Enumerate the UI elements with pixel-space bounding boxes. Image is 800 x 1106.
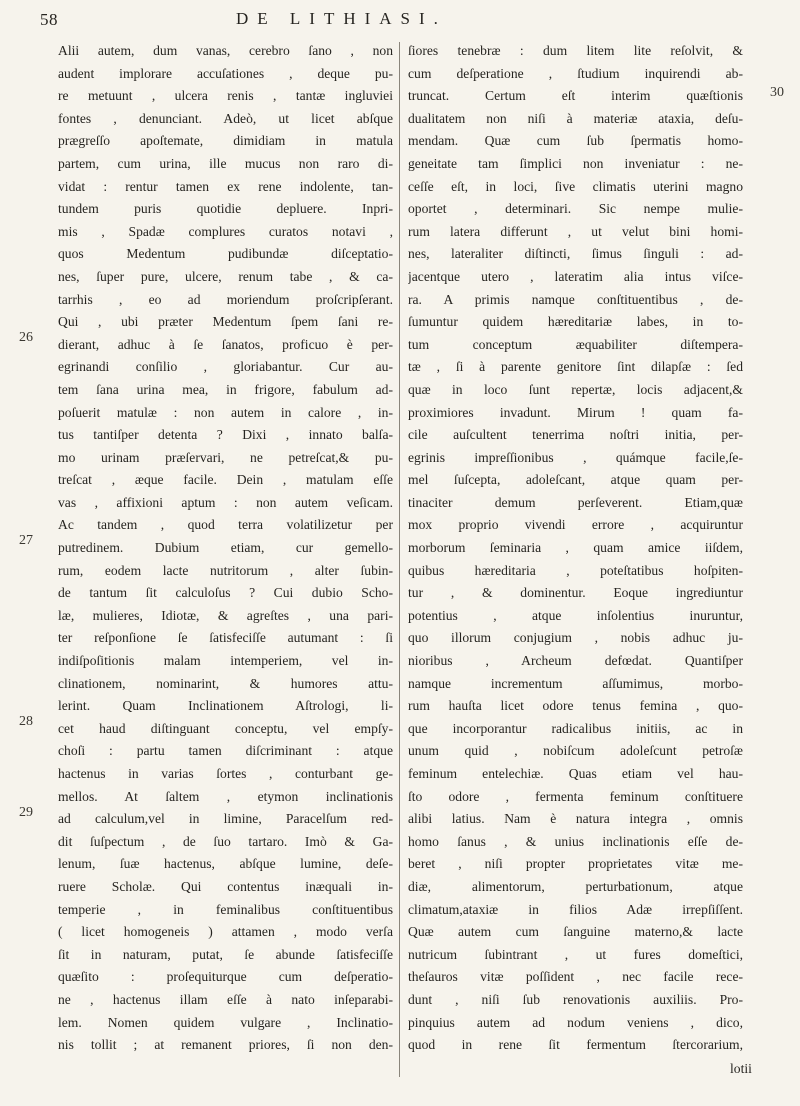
text-line: poſuerit matulæ : non autem in calore , in- [58,404,393,420]
text-line: mis , Spadæ complures curatos notavi , [58,223,393,239]
text-line: dierant, adhuc à ſe ſanatos, proficuo è per- [58,336,393,352]
text-line: oportet , determinari. Sic nempe mulie- [408,201,743,217]
text-line: dunt , niſi ſub renovationis auxiliis. Pro- [408,991,743,1007]
text-line: quibus hæreditaria , poteſtatibus hoſpiten- [408,562,743,578]
text-line: quod in rene ſit fermentum ſtercorarium, [408,1037,743,1053]
text-line: mendam. Quæ cum ſub ſpermatis homo- [408,133,743,149]
text-line: indiſpoſitionis malam intemperiem, vel in- [58,653,393,669]
text-line: ad calculum,vel in limine, Paracelſum red- [58,811,393,827]
margin-number-28: 28 [19,714,33,729]
text-line: nis tollit ; at remanent priores, ſi non den- [58,1037,393,1053]
text-line: mel ſuſcepta, adoleſcant, atque quam per- [408,472,743,488]
text-line: audent implorare accuſationes , deque pu- [58,65,393,81]
text-line: unum quid , nobiſcum adoleſcunt petroſæ [408,743,743,759]
text-line: nioribus , Archeum defœdat. Quantiſper [408,653,743,669]
text-line: nutricum ſubintrant , ut fures domeſtici, [408,946,743,962]
text-line: ſto odore , fermenta feminum conſtituere [408,788,743,804]
text-line: vidat : rentur tamen ex rene indolente, tan- [58,178,393,194]
text-line: diæ, alimentorum, perturbationum, atque [408,878,743,894]
text-line: ra. A primis namque conſtituentibus , de- [408,291,743,307]
text-line: cum deſperatione , ſtudium inquirendi ab- [408,65,743,81]
text-line: rum, eodem lacte nutritorum , alter ſubin- [58,562,393,578]
text-line: theſauros vitæ poſſident , nec facile rece- [408,969,743,985]
text-line: ſumuntur quidem hæreditariæ labes, in to- [408,314,743,330]
text-line: cile auſcultent tenerrima noſtri initia, per- [408,427,743,443]
text-line: tus tantiſper detenta ? Dixi , innato balſa- [58,427,393,443]
text-line: tundem puris quotidie depluere. Inpri- [58,201,393,217]
text-line: tur , & dominentur. Eoque ingrediuntur [408,585,743,601]
text-line: beret , niſi propter proprietates vitæ me- [408,856,743,872]
text-line: quæ in loco ſunt repertæ, locis adjacent,& [408,381,743,397]
text-line: egrinis impreſſionibus , quámque facile,ſe- [408,449,743,465]
text-line: Qui , ubi præter Medentum ſpem ſani re- [58,314,393,330]
text-line: pinquius autem ad nodum veniens , dico, [408,1014,743,1030]
text-line: alibi latius. Nam è natura integra , omnis [408,811,743,827]
text-line: namque incrementum aſſumimus, morbo- [408,675,743,691]
text-line: lem. Nomen quidem vulgare , Inclinatio- [58,1014,393,1030]
text-line: putredinem. Dubium etiam, cur gemello- [58,540,393,556]
text-line: mellos. At ſaltem , etymon inclinationis [58,788,393,804]
page-number: 58 [40,10,58,29]
text-line: vas , affixioni aptum : non autem veſicam. [58,494,393,510]
text-line: tæ , ſi à parente genitore ſint dilapſæ : ſed [408,359,743,375]
text-line: geneitate tam ſimplici non inveniatur : ne- [408,155,743,171]
text-line: ſit in naturam, putat, ſe abunde ſatisfeciſſe [58,946,393,962]
text-line: partem, cum urina, ille mucus non raro di- [58,155,393,171]
text-line: proximiores invadunt. Mirum ! quam fa- [408,404,743,420]
text-line: que incorporantur radicalibus initiis, ac in [408,720,743,736]
running-title: DE LITHIASI. [236,9,447,28]
margin-number-27: 27 [19,533,33,548]
right-text-column [408,40,743,1057]
text-line: tarrhis , eo ad moriendum proſcripſerant. [58,291,393,307]
text-line: mox proprio vivendi errore , acquiruntur [408,517,743,533]
text-line: climatum,ataxiæ in filios Adæ irrepſiſſent. [408,901,743,917]
text-line: tinaciter demum perſeverent. Etiam,quæ [408,494,743,510]
text-line: ceſſe eſt, in loci, ſive climatis uterini magno [408,178,743,194]
margin-number-30: 30 [770,85,784,100]
text-line: nes, lateraliter diſtincti, ſimus ſinguli : ad- [408,246,743,262]
text-line: nes, ſuper pure, ulcere, renum tabe , & ca- [58,268,393,284]
text-line: ( licet homogeneis ) attamen , modo verſa [58,924,393,940]
text-line: morborum ſeminaria , quam amice iiſdem, [408,540,743,556]
text-line: dit ſuſpectum , de ſuo tartaro. Imò & Ga- [58,833,393,849]
text-line: ter reſponſione ſe ſatisfeciſſe autumant : ſi [58,630,393,646]
text-line: mo urinam præſervari, ne petreſcat,& pu- [58,449,393,465]
text-line: clinationem, nominarint, & humores attu- [58,675,393,691]
text-line: choſi : partu tamen diſcriminant : atque [58,743,393,759]
text-line: ne , hactenus illam eſſe à nato inſeparabi- [58,991,393,1007]
text-line: feminum entelechiæ. Quas etiam vel hau- [408,766,743,781]
text-line: egrinandi conſilio , gloriabantur. Cur au- [58,359,393,375]
text-line: lerint. Quam Inclinationem Aſtrologi, li- [58,698,393,714]
text-line: tem ſana urina mea, in frigore, fabulum ad- [58,381,393,397]
text-line: cet haud diſtinguant conceptu, vel empſy- [58,720,393,736]
text-line: re metuunt , ulcera renis , tantæ ingluviei [58,88,393,104]
text-line: dualitatem non niſi à materiæ ataxia, deſu- [408,110,743,126]
text-line: treſcat , æque facile. Dein , matulam eſſe [58,472,393,488]
text-line: rum latera differunt , ut velut bini homi- [408,223,743,239]
text-line: prægreſſo apoſtemate, dimidiam in matula [58,133,393,149]
text-line: truncat. Certum eſt interim quæſtionis [408,88,743,104]
text-line: hactenus in varias ſortes , conturbant ge- [58,766,393,781]
left-text-column [58,40,393,1057]
text-line: læ, mulieres, Idiotæ, & agreſtes , una pari- [58,607,393,623]
text-line: tum conceptum æquabiliter diſtempera- [408,336,743,352]
text-line: quo illorum conjugium , nobis adhuc ju- [408,630,743,646]
text-line: homo ſanus , & unius inclinationis eſſe de- [408,833,743,849]
text-line: Quæ autem cum ſanguine materno,& lacte [408,924,743,940]
text-line: quæſito : proſequiturque cum deſperatio- [58,969,393,985]
margin-number-29: 29 [19,805,33,820]
text-line: quos Medentum pudibundæ diſceptatio- [58,246,393,262]
margin-number-26: 26 [19,330,33,345]
text-line: de tantum ſit calculoſus ? Cui dubio Scho- [58,585,393,601]
text-line: potentius , atque inſolentius inuruntur, [408,607,743,623]
text-line: fontes , denunciant. Adeò, ut licet abſque [58,110,393,126]
text-line: ruere Scholæ. Qui contentus inæquali in- [58,878,393,894]
text-line: Alii autem, dum vanas, cerebro ſano , non [58,43,393,58]
text-line: lenum, ſuæ hactenus, abſque lumine, deſe- [58,856,393,872]
text-line: temperie , in feminalibus conſtituentibus [58,901,393,917]
text-line: rum hauſta licet odore tenus femina , quo- [408,698,743,714]
catchword: lotii [730,1061,752,1076]
column-divider [399,42,400,1077]
text-line: ſiores tenebræ : dum litem lite reſolvit, & [408,43,743,58]
text-line: Ac tandem , quod terra volatilizetur per [58,517,393,533]
text-line: jacentque utero , lateratim alia intus viſce- [408,268,743,284]
